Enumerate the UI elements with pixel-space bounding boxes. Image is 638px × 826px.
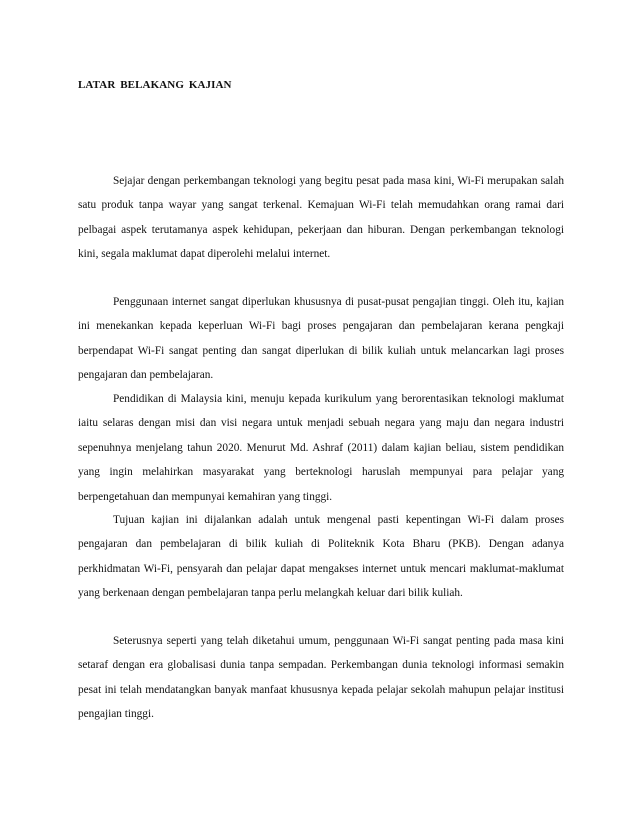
paragraph-education-malaysia: Pendidikan di Malaysia kini, menuju kepada kurikulum yang berorentasikan teknologi maklumat iaitu selaras dengan misi dan visi negara untuk menjadi sebuah negara yang maju dan negara industri sepenuhnya menjelang tahun 2020. Menurut Md. Ashraf (2011) dalam kajian beliau, sistem pendidikan yang ingin melahirkan masyarakat yang berteknologi haruslah mempunyai para pelajar yang berpengetahuan dan mempunyai kemahiran yang tinggi.	[78, 393, 564, 503]
paragraph-wifi-importance: Seterusnya seperti yang telah diketahui umum, penggunaan Wi-Fi sangat penting pada masa kini setaraf dengan era globalisasi dunia tanpa sempadan. Perkembangan dunia teknologi informasi semakin pesat ini telah mendatangkan banyak manfaat khususnya kepada pelajar sekolah mahupun pelajar institusi pengajian tinggi.	[78, 635, 564, 721]
section-heading: LATAR BELAKANG KAJIAN	[78, 79, 232, 91]
paragraph-study-purpose: Tujuan kajian ini dijalankan adalah untuk mengenal pasti kepentingan Wi-Fi dalam proses pengajaran dan pembelajaran di bilik kuliah di Politeknik Kota Bharu (PKB). Dengan adanya perkhidmatan Wi-Fi, pensyarah dan pelajar dapat mengakses internet untuk mencari maklumat-maklumat yang berkenaan dengan pembelajaran tanpa perlu melangkah keluar dari bilik kuliah.	[78, 514, 564, 600]
paragraph-internet-usage: Penggunaan internet sangat diperlukan khususnya di pusat-pusat pengajian tinggi. Oleh itu, kajian ini menekankan kepada keperluan Wi-Fi bagi proses pengajaran dan pembelajaran kerana pengkaji berpendapat Wi-Fi sangat penting dan sangat diperlukan di bilik kuliah untuk melancarkan lagi proses pengajaran dan pembelajaran.	[78, 296, 564, 382]
paragraph-background-wifi: Sejajar dengan perkembangan teknologi yang begitu pesat pada masa kini, Wi-Fi merupakan salah satu produk tanpa wayar yang sangat terkenal. Kemajuan Wi-Fi telah memudahkan orang ramai dari pelbagai aspek terutamanya aspek kehidupan, pekerjaan dan hiburan. Dengan perkembangan teknologi kini, segala maklumat dapat diperolehi melalui internet.	[78, 175, 564, 261]
